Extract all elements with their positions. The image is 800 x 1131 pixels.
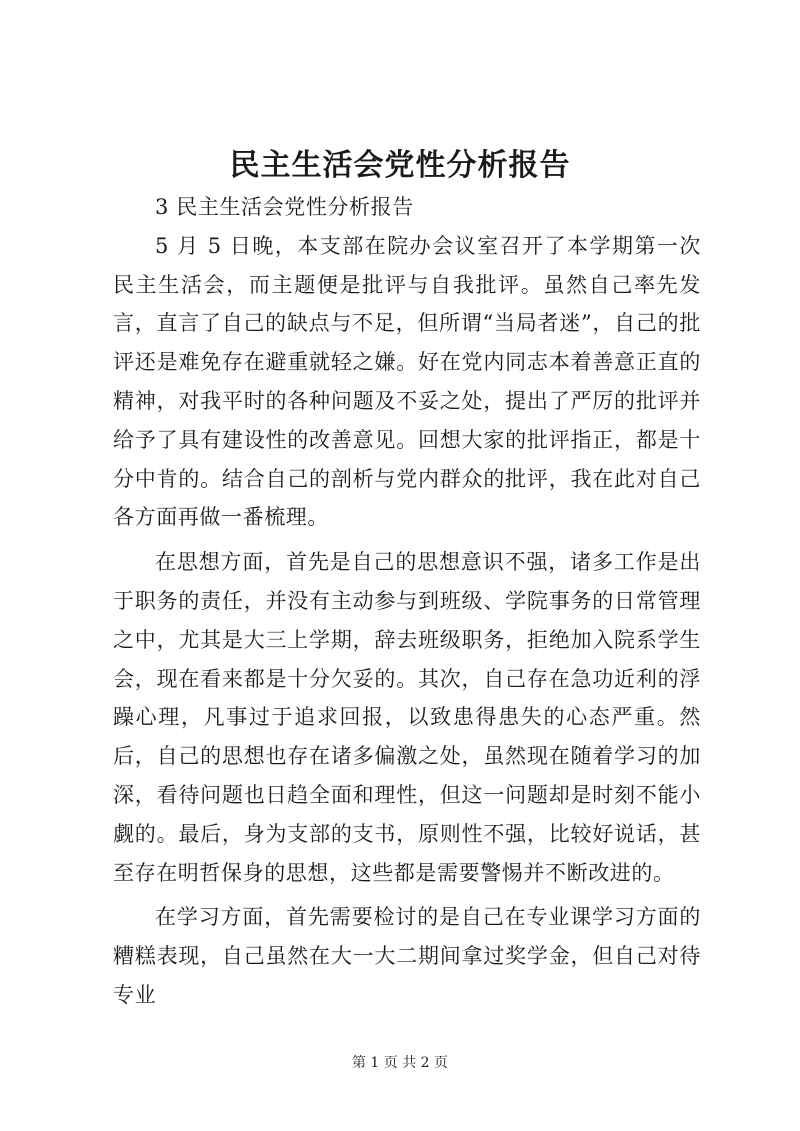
paragraph-meeting-summary: 5 月 5 日晚，本支部在院办会议室召开了本学期第一次民主生活会，而主题便是批评与自我批评。虽然自己率先发言，直言了自己的缺点与不足，但所谓“当局者迷”，自己的批评还是难免存在避重就轻之嫌。好在党内同志本着善意正直的精神，对我平时的各种问题及不妥之处，提出了严厉的批评并给予了具有建设性的改善意见。回想大家的批评指正，都是十分中肯的。结合自己的剖析与党内群众的批评，我在此对自己各方面再做一番梳理。 xyxy=(113,233,701,530)
document-subtitle: 3 民主生活会党性分析报告 xyxy=(155,195,414,219)
paragraph-thought-aspect: 在思想方面，首先是自己的思想意识不强，诸多工作是出于职务的责任，并没有主动参与到班级、学院事务的日常管理之中，尤其是大三上学期，辞去班级职务，拒绝加入院系学生会，现在看来都是十分欠妥的。其次，自己存在急功近利的浮躁心理，凡事过于追求回报，以致患得患失的心态严重。然后，自己的思想也存在诸多偏激之处，虽然现在随着学习的加深，看待问题也日趋全面和理性，但这一问题却是时刻不能小觑的。最后，身为支部的支书，原则性不强，比较好说话，甚至存在明哲保身的思想，这些都是需要警惕并不断改进的。 xyxy=(113,550,701,885)
document-title: 民主生活会党性分析报告 xyxy=(229,148,571,183)
page-number-footer: 第 1 页 共 2 页 xyxy=(351,1055,449,1071)
paragraph-study-aspect: 在学习方面，首先需要检讨的是自己在专业课学习方面的糟糕表现，自己虽然在大一大二期间拿过奖学金，但自己对待专业 xyxy=(113,905,701,1007)
document-body xyxy=(113,188,701,1021)
